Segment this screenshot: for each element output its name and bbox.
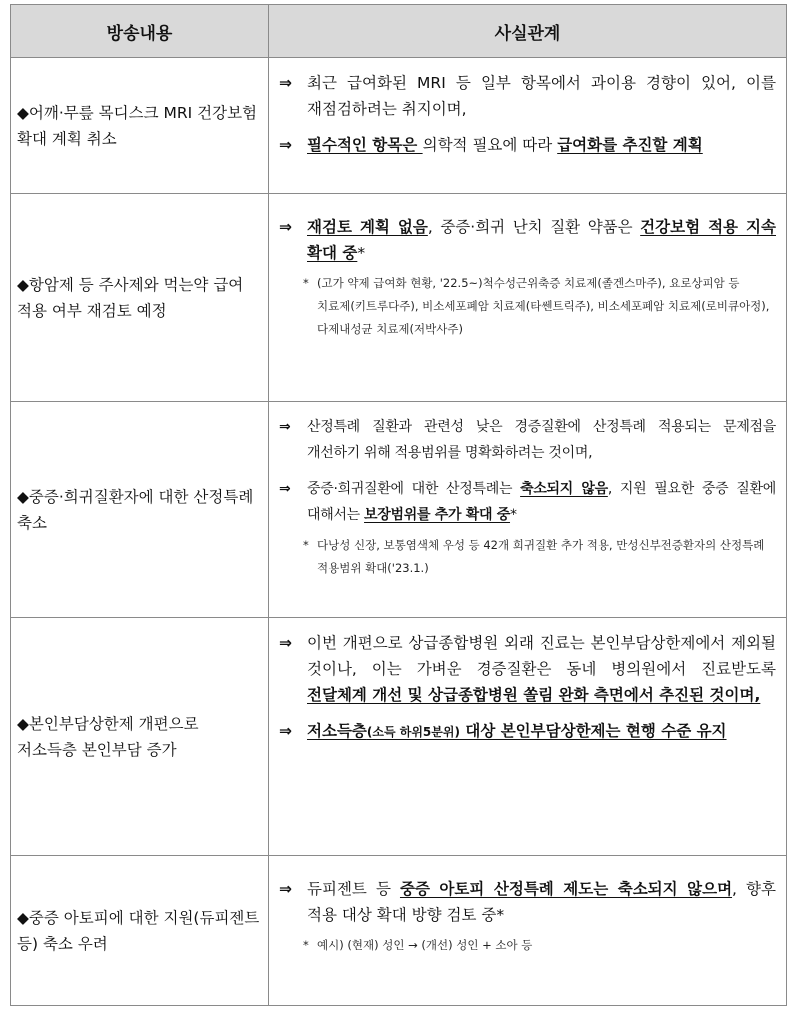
table-row xyxy=(11,402,787,618)
claim-cell xyxy=(11,856,269,1006)
fact-point: ⇒ 이번 개편으로 상급종합병원 외래 진료는 본인부담상한제에서 제외될 것이나, 이는 가벼운 경증질환은 동네 병의원에서 진료받도록 전달체계 개선 및 상급종합병원 쏠림 완화 측면에서 추진된 것이며, xyxy=(277,630,776,708)
fact-cell xyxy=(269,856,787,1006)
fact-point: ⇒ 저소득층(소득 하위5분위) 대상 본인부담상한제는 현행 수준 유지 xyxy=(277,718,776,745)
fact-cell xyxy=(269,58,787,194)
fact-point: ⇒ 최근 급여화된 MRI 등 일부 항목에서 과이용 경향이 있어, 이를 재점검하려는 취지이며, xyxy=(277,70,776,122)
header-facts: 사실관계 xyxy=(269,5,787,58)
claim-cell xyxy=(11,402,269,618)
diamond-bullet-icon: ◆ xyxy=(17,908,29,927)
fact-cell xyxy=(269,194,787,402)
arrow-icon: ⇒ xyxy=(279,481,291,497)
claim-cell xyxy=(11,618,269,856)
claim-text: 본인부담상한제 개편으로 저소득층 본인부담 증가 xyxy=(17,714,199,759)
claim-text: 중증·희귀질환자에 대한 산정특례 축소 xyxy=(17,487,254,532)
table-row xyxy=(11,618,787,856)
diamond-bullet-icon: ◆ xyxy=(17,487,29,506)
fact-check-table xyxy=(10,4,787,1006)
arrow-icon: ⇒ xyxy=(279,880,292,898)
claim-text: 중증 아토피에 대한 지원(듀피젠트 등) 축소 우려 xyxy=(17,908,260,953)
table-row xyxy=(11,194,787,402)
arrow-icon: ⇒ xyxy=(279,74,292,92)
header-broadcast-content: 방송내용 xyxy=(11,5,269,58)
fact-point: ⇒ 재검토 계획 없음, 중증·희귀 난치 질환 약품은 건강보험 적용 지속 확대 중* xyxy=(277,214,776,266)
fact-cell xyxy=(269,618,787,856)
fact-point: ⇒ 필수적인 항목은 의학적 필요에 따라 급여화를 추진할 계획 xyxy=(277,132,776,158)
arrow-icon: ⇒ xyxy=(279,634,292,652)
claim-text: 항암제 등 주사제와 먹는약 급여 적용 여부 재검토 예정 xyxy=(17,275,244,320)
diamond-bullet-icon: ◆ xyxy=(17,275,29,294)
footnote: * 예시) (현재) 성인 → (개선) 성인 + 소아 등 xyxy=(303,938,533,952)
claim-cell xyxy=(11,194,269,402)
diamond-bullet-icon: ◆ xyxy=(17,103,29,122)
claim-text: 어깨·무릎 목디스크 MRI 건강보험 확대 계획 취소 xyxy=(17,103,258,148)
table-row xyxy=(11,58,787,194)
footnote: * (고가 약제 급여화 현황, '22.5~)척수성근위축증 치료제(졸겐스마주), 요로상피암 등 치료제(키트루다주), 비소세포폐암 치료제(타쎈트릭주), 비소세포폐암 치료제(로비큐아정),다제내성균 치료제(저박사주) xyxy=(303,276,770,336)
claim-cell xyxy=(11,58,269,194)
arrow-icon: ⇒ xyxy=(279,136,292,154)
arrow-icon: ⇒ xyxy=(279,218,292,236)
table-header-row xyxy=(11,5,787,58)
arrow-icon: ⇒ xyxy=(279,722,292,740)
fact-point: ⇒ 듀피젠트 등 중증 아토피 산정특례 제도는 축소되지 않으며, 향후 적용 대상 확대 방향 검토 중* xyxy=(277,876,776,928)
fact-cell xyxy=(269,402,787,618)
fact-point: ⇒ 산정특례 질환과 관련성 낮은 경증질환에 산정특례 적용되는 문제점을 개선하기 위해 적용범위를 명확화하려는 것이며, xyxy=(277,414,776,466)
fact-point: ⇒ 중증·희귀질환에 대한 산정특례는 축소되지 않음, 지원 필요한 중증 질환에 대해서는 보장범위를 추가 확대 중* xyxy=(277,476,776,528)
arrow-icon: ⇒ xyxy=(279,419,291,435)
diamond-bullet-icon: ◆ xyxy=(17,714,29,733)
table-row xyxy=(11,856,787,1006)
footnote: * 다낭성 신장, 보통염색체 우성 등 42개 희귀질환 추가 적용, 만성신부전증환자의 산정특례 적용범위 확대('23.1.) xyxy=(303,538,765,575)
